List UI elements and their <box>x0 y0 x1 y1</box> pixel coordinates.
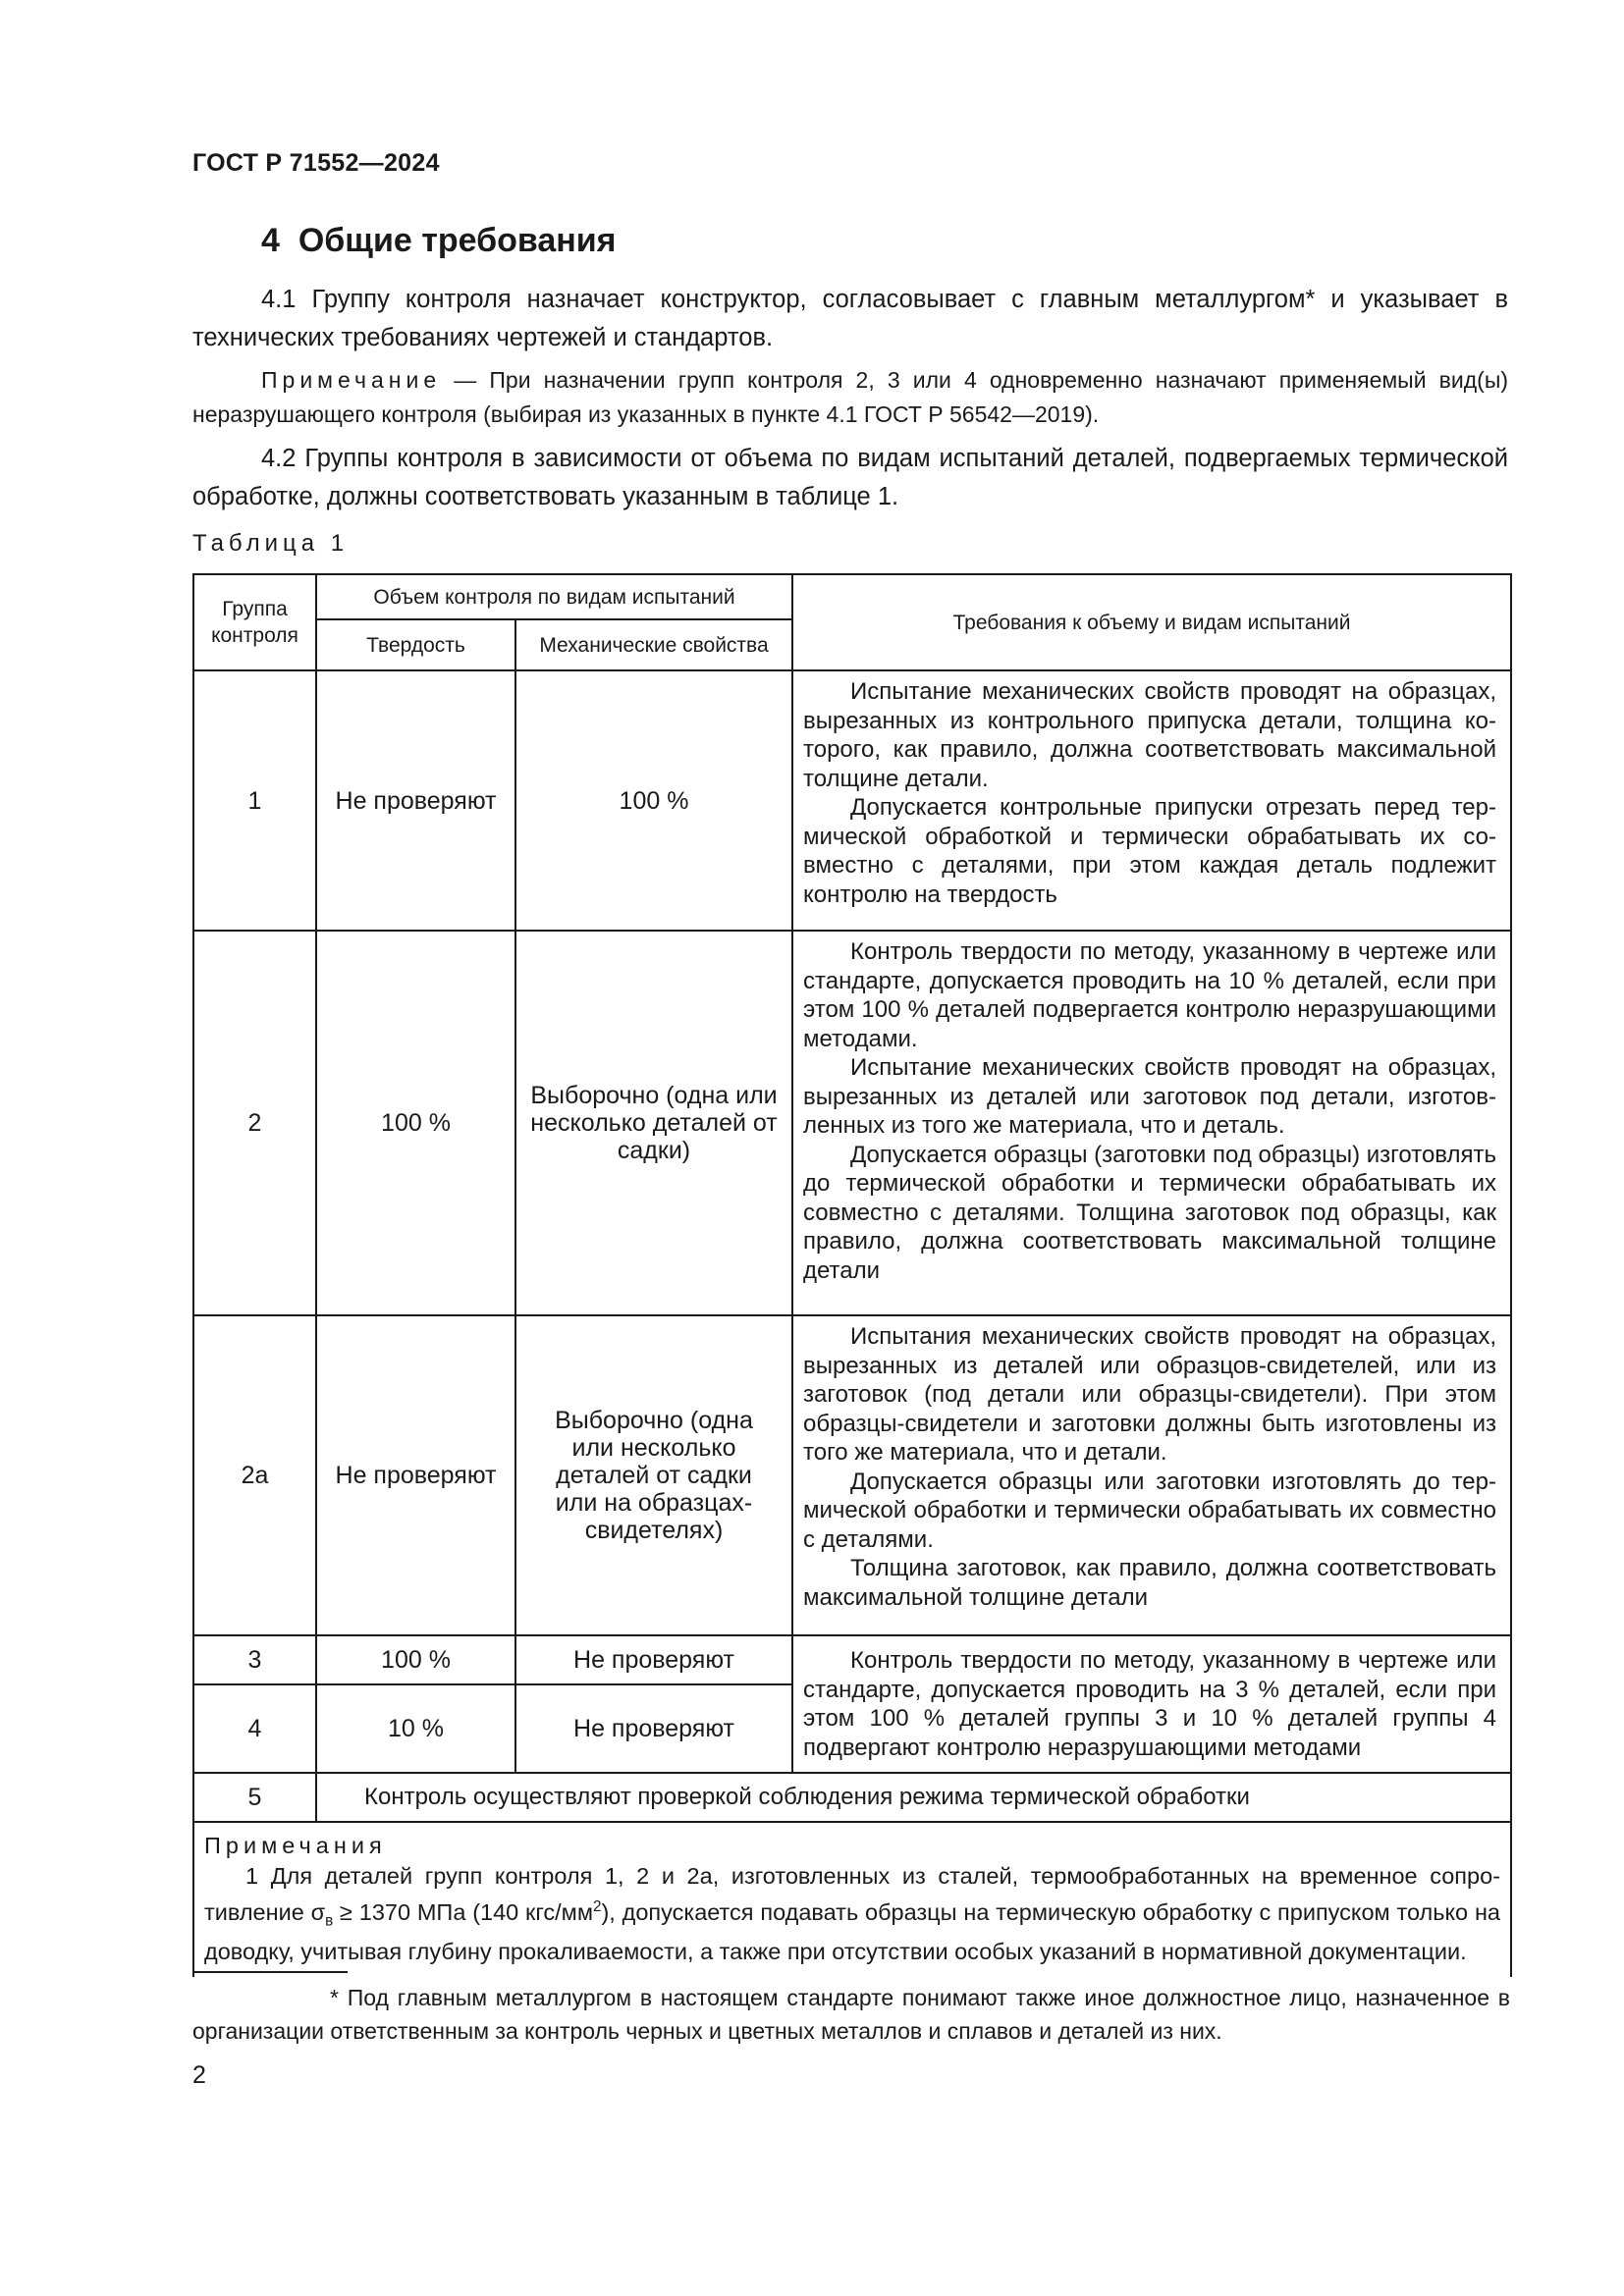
cell-requirements <box>792 931 1511 1315</box>
cell-group: 1 <box>193 670 316 931</box>
cell-requirements <box>792 670 1511 931</box>
paragraph-4-2 <box>192 440 1508 516</box>
note-label: Примечание <box>261 367 442 393</box>
cell-hardness: 10 % <box>316 1684 515 1773</box>
header-requirements: Требования к объему и видам испытаний <box>792 574 1511 670</box>
cell-mechanical: Не проверяют <box>515 1684 792 1773</box>
cell-requirements <box>792 1635 1511 1773</box>
requirement-paragraph: Испытания механических свойств проводят на образцах, вырезанных из деталей или образцов-свидетелей, или из заготовок (под детали или образцы-свидетели). При этом образцы-свидетели и заготовки должны быть изготовлены из того же материала, что и детали. <box>803 1323 1496 1466</box>
paragraph-4-2-text: 4.2 Группы контроля в зависимости от объема по видам испытаний деталей, подвергаемых термической обработке, должны соответствовать указанным в таблице 1. <box>192 445 1508 510</box>
table-row <box>193 1773 1511 1822</box>
requirement-paragraph: Испытание механических свойств проводят на образцах, вырезанных из контрольного припуска детали, толщина которого, как правило, должна соответствовать максимальной толщине детали. <box>803 678 1496 792</box>
page-number: 2 <box>192 2061 206 2089</box>
requirement-paragraph: Допускается контрольные припуски отрезать перед термической обработкой и термически обрабатывать их совместно с деталями, при этом каждая деталь подлежит контролю на твердость <box>803 794 1496 908</box>
cell-group: 4 <box>193 1684 316 1773</box>
note-item-1 <box>204 1861 1500 1967</box>
table-caption: Таблица 1 <box>192 530 350 557</box>
table-row <box>193 931 1511 1315</box>
footnote <box>192 1981 1510 2048</box>
requirement-paragraph: Контроль твердости по методу, указанному в чертеже или стандарте, допускается проводить на 3 % деталей, если при этом 100 % деталей группы 3 и 10 % деталей группы 4 подвергают контролю неразрушающими методами <box>803 1647 1496 1761</box>
note-superscript: 2 <box>592 1898 602 1915</box>
cell-group: 2а <box>193 1315 316 1635</box>
cell-group: 5 <box>193 1773 316 1822</box>
header-hardness: Твердость <box>316 619 515 670</box>
note-text-part2: ≥ 1370 МПа (140 кгс/мм <box>333 1898 593 1925</box>
cell-mechanical: Выборочно (одна или несколько деталей от садки) <box>515 931 792 1315</box>
table-row <box>193 670 1511 931</box>
requirement-paragraph: Допускается образцы или заготовки изготовлять до термической обработки и термически обрабатывать их совместно с деталями. <box>803 1468 1496 1553</box>
cell-mechanical: Не проверяют <box>515 1635 792 1684</box>
standard-header: ГОСТ Р 71552—2024 <box>192 149 440 177</box>
cell-group: 3 <box>193 1635 316 1684</box>
table-notes <box>193 1822 1511 1977</box>
cell-group: 2 <box>193 931 316 1315</box>
requirement-paragraph: Допускается образцы (заготовки под образцы) изготовлять до термической обработки и термически обрабатывать их совместно с деталями. Толщина заготовок под образцы, как правило, должна соответствовать максимальной толщине детали <box>803 1141 1496 1284</box>
section-title <box>261 222 617 260</box>
cell-mechanical: 100 % <box>515 670 792 931</box>
requirement-paragraph: Толщина заготовок, как правило, должна соответствовать максимальной толщине детали <box>803 1555 1496 1611</box>
table-header-row <box>193 574 1511 619</box>
requirement-paragraph: Контроль твердости по методу, указанному в чертеже или стандарте, допускается проводить на 10 % деталей, если при этом 100 % деталей подвергается контролю неразрушающими методами. <box>803 938 1496 1052</box>
cell-hardness: Не проверяют <box>316 1315 515 1635</box>
cell-group-5-text: Контроль осуществляют проверкой соблюдения режима термической обработки <box>316 1773 1511 1822</box>
footnote-divider <box>192 1971 348 1973</box>
requirement-paragraph: Испытание механических свойств проводят на образцах, вырезанных из деталей или заготовок под детали, изготовленных из того же материала, что и деталь. <box>803 1054 1496 1139</box>
note-text-part1: Для деталей групп контроля 1, 2 и 2а, изготовленных из сталей, термообработанных на временное сопротивление σ <box>204 1863 1501 1925</box>
header-mechanical: Механические свойства <box>515 619 792 670</box>
note-text: — При назначении групп контроля 2, 3 или 4 одновременно назначают применяемый вид(ы) неразрушающего контроля (выбирая из указанных в пункте 4.1 ГОСТ Р 56542—2019). <box>192 367 1509 427</box>
note-paragraph <box>192 363 1508 432</box>
cell-hardness: Не проверяют <box>316 670 515 931</box>
section-number: 4 <box>261 222 280 259</box>
header-volume: Объем контроля по видам испытаний <box>316 574 792 619</box>
cell-hardness: 100 % <box>316 931 515 1315</box>
table-row <box>193 1635 1511 1684</box>
section-title-text: Общие требования <box>298 222 617 259</box>
cell-hardness: 100 % <box>316 1635 515 1684</box>
header-group: Группа контроля <box>193 574 316 670</box>
paragraph-4-1-text: 4.1 Группу контроля назначает конструктор, согласовывает с главным металлургом* и указывает в технических требованиях чертежей и стандартов. <box>192 286 1508 351</box>
control-groups-table <box>192 573 1512 1977</box>
notes-title: Примечания <box>204 1833 387 1858</box>
table-notes-row <box>193 1822 1511 1977</box>
note-item-number: 1 <box>245 1863 259 1889</box>
note-subscript: в <box>325 1912 334 1930</box>
paragraph-4-1 <box>192 281 1508 357</box>
cell-mechanical: Выборочно (одна или несколько деталей от садки или на образцах-свидетелях) <box>515 1315 792 1635</box>
note-text-part3: ), допускается подавать образцы на термическую обработку с припуском только на доводку, учитывая глубину прокаливаемости, а также при отсутствии особых указаний в нормативной документации. <box>204 1898 1500 1964</box>
footnote-text: * Под главным металлургом в настоящем стандарте понимают также иное должностное лицо, назначенное в организации ответственным за контроль черных и цветных металлов и сплавов и деталей из них. <box>192 1985 1510 2044</box>
table-row <box>193 1315 1511 1635</box>
cell-requirements <box>792 1315 1511 1635</box>
